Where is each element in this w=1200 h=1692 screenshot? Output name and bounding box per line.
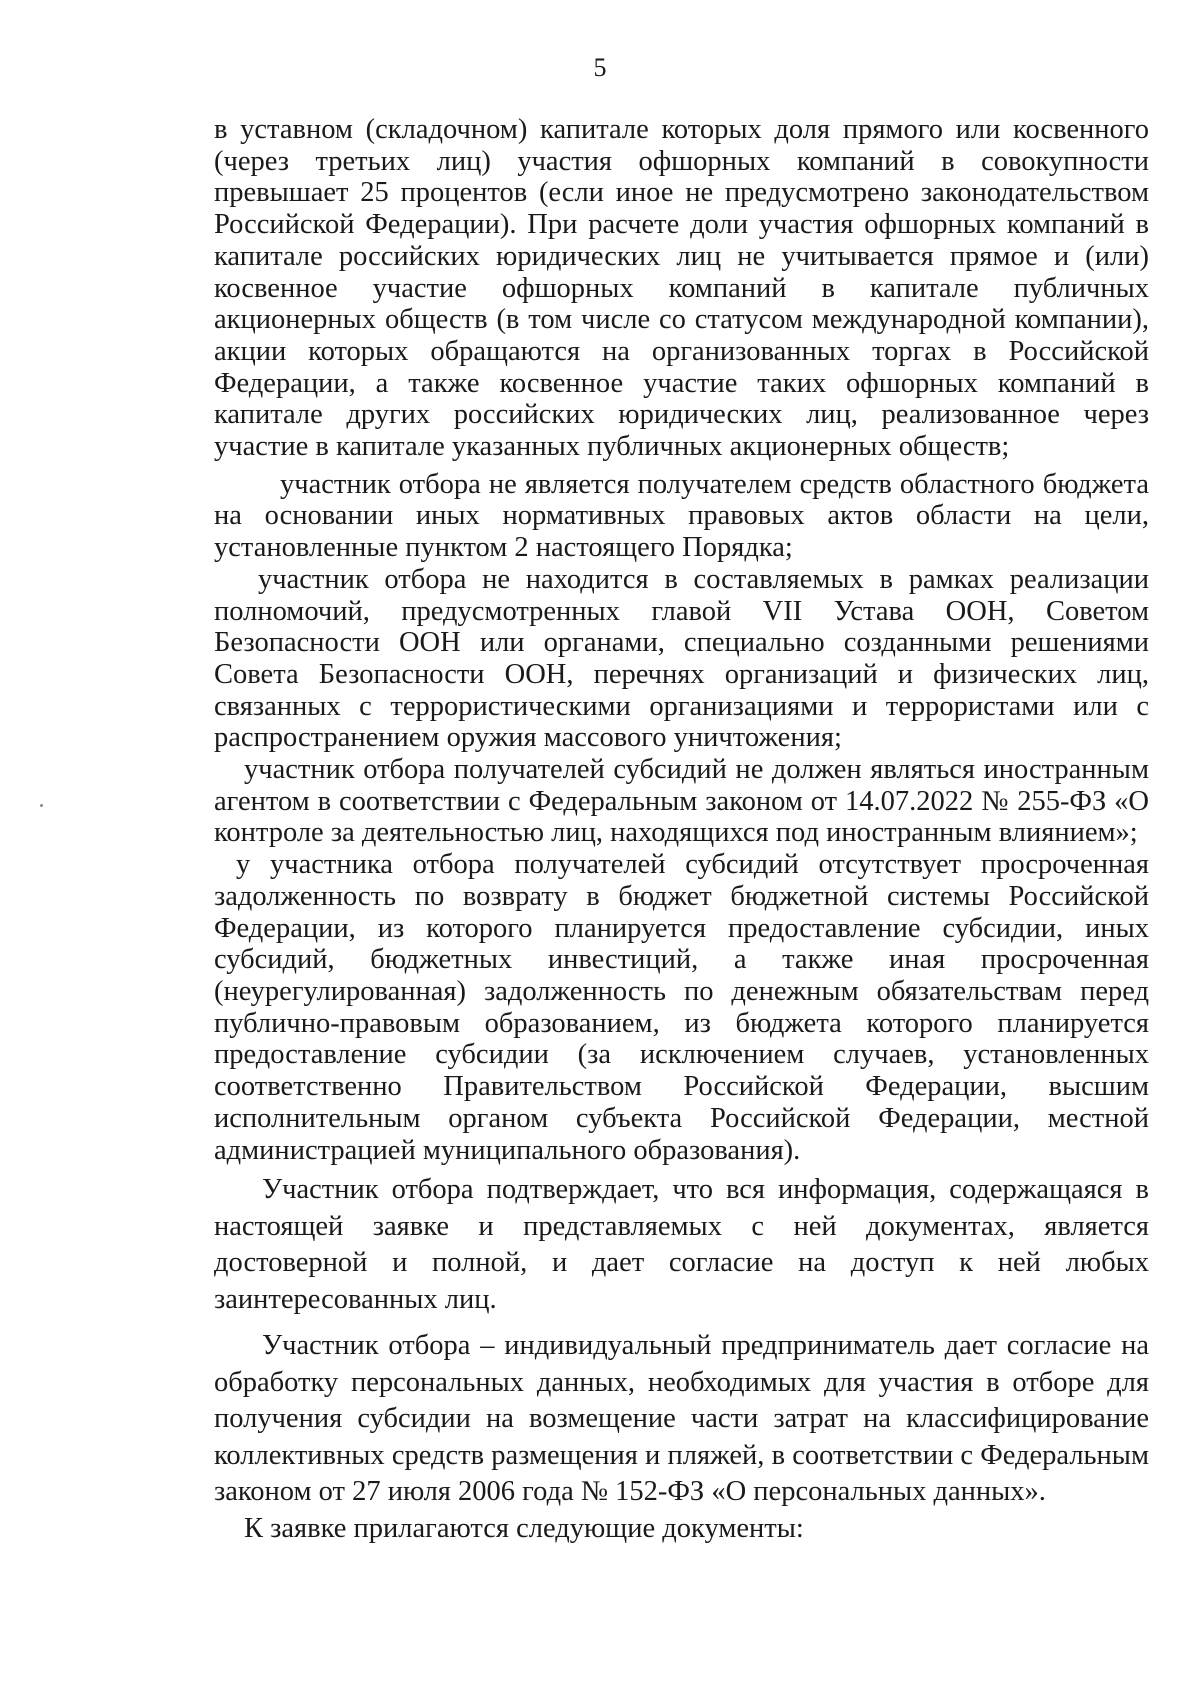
paragraph-not-in-terrorist-lists: участник отбора не находится в составляемых в рамках реализации полномочий, предусмотренных главой VII Устава ООН, Советом Безопасности ООН или органами, специально созданными решениями Совета Безопасности ООН, перечнях организаций и физических лиц, связанных с террористическими организациями и террористами или с распространением оружия массового уничтожения; (214, 563, 1149, 754)
scan-speck (40, 804, 43, 807)
paragraph-not-foreign-agent: участник отбора получателей субсидий не должен являться иностранным агентом в соответствии с Федеральным законом от 14.07.2022 № 255-ФЗ «О контроле за деятельностью лиц, находящихся под иностранным влиянием»; (214, 754, 1149, 849)
page-number: 5 (593, 53, 607, 82)
paragraph-no-overdue-debt: у участника отбора получателей субсидий отсутствует просроченная задолженность по возврату в бюджет бюджетной системы Российской Федерации, из которого планируется предоставление субсидии, иных субсидий, бюджетных инвестиций, а также иная просроченная (неурегулированная) задолженность по денежным обязательствам перед публично-правовым образованием, из бюджета которого планируется предоставление субсидии (за исключением случаев, установленных соответственно Правительством Российской Федерации, высшим исполнительным органом субъекта Российской Федерации, местной администрацией муниципального образования). (214, 849, 1149, 1166)
paragraph-not-budget-recipient: участник отбора не является получателем средств областного бюджета на основании иных нормативных правовых актов области на цели, установленные пунктом 2 настоящего Порядка; (214, 468, 1149, 564)
paragraph-attached-documents: К заявке прилагаются следующие документы: (244, 1512, 804, 1544)
paragraph-offshore-participation: в уставном (складочном) капитале которых доля прямого или косвенного (через третьих лиц) участия офшорных компаний в совокупности превышает 25 процентов (если иное не предусмотрено законодательством Российской Федерации). При расчете доли участия офшорных компаний в капитале российских юридических лиц не учитывается прямое и (или) косвенное участие офшорных компаний в капитале публичных акционерных обществ (в том числе со статусом международной компании), акции которых обращаются на организованных торгах в Российской Федерации, а также косвенное участие таких офшорных компаний в капитале других российских юридических лиц, реализованное через участие в капитале указанных публичных акционерных обществ; (214, 114, 1149, 463)
paragraph-information-confirmation: Участник отбора подтверждает, что вся информация, содержащаяся в настоящей заявке и представляемых с ней документах, является достоверной и полной, и дает согласие на доступ к ней любых заинтересованных лиц. (214, 1174, 1149, 1315)
paragraph-personal-data-consent: Участник отбора – индивидуальный предприниматель дает согласие на обработку персональных данных, необходимых для участия в отборе для получения субсидии на возмещение части затрат на классифицирование коллективных средств размещения и пляжей, в соответствии с Федеральным законом от 27 июля 2006 года № 152-ФЗ «О персональных данных». (214, 1330, 1149, 1508)
document-body (214, 114, 1149, 1547)
